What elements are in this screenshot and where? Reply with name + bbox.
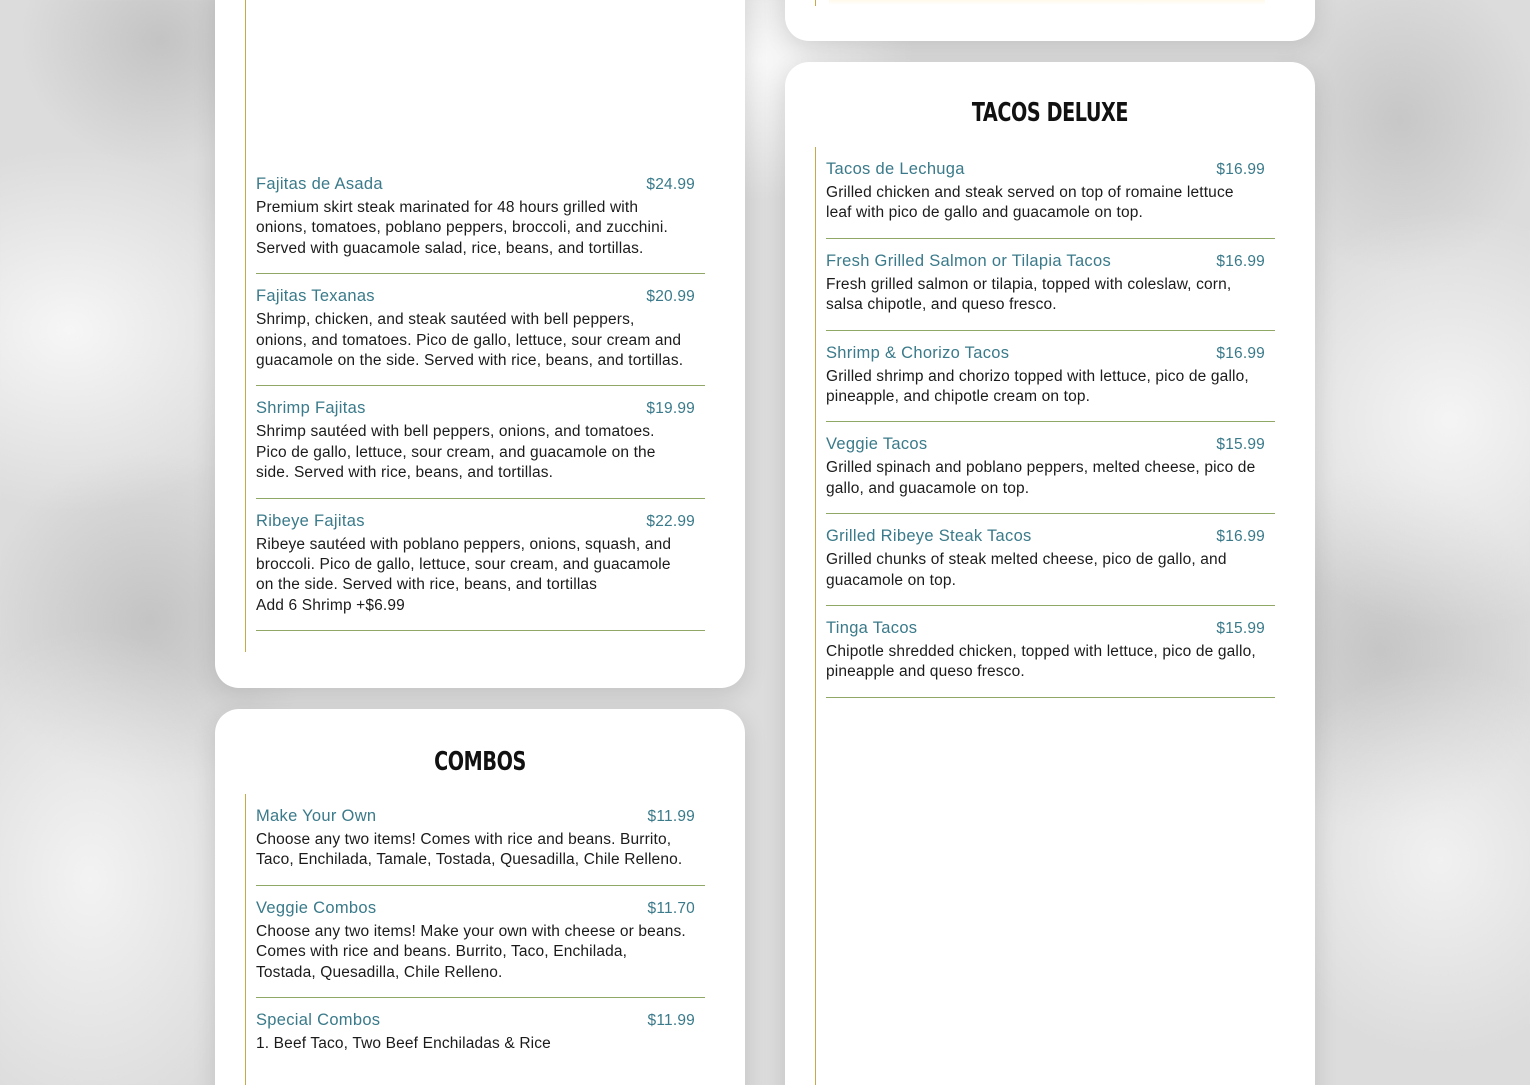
menu-item-price: $16.99: [1216, 252, 1265, 270]
menu-item-price: $19.99: [646, 400, 695, 418]
menu-item: [826, 514, 1275, 606]
menu-item-price: $11.70: [647, 899, 695, 917]
menu-item-description: Shrimp sautéed with bell peppers, onions, and tomatoes. Pico de gallo, lettuce, sour cream, and guacamole on the side. Served with rice, beans, and tortillas.: [256, 423, 656, 482]
menu-item-price: $11.99: [647, 1012, 695, 1030]
menu-item-price: $20.99: [646, 288, 695, 306]
section-title: TACOS DELUXE: [971, 98, 1129, 128]
menu-item: [826, 331, 1275, 423]
menu-item: [256, 386, 705, 498]
menu-item-list: [245, 794, 705, 1085]
menu-item-price: $22.99: [646, 512, 695, 530]
menu-item-description: Grilled spinach and poblano peppers, melted cheese, pico de gallo, and guacamole on top.: [826, 459, 1256, 497]
menu-item: [826, 606, 1275, 698]
menu-item-price: $15.99: [1216, 436, 1265, 454]
menu-item-description: Grilled shrimp and chorizo topped with lettuce, pico de gallo, pineapple, and chipotle cream on top.: [826, 367, 1249, 406]
menu-item: [256, 499, 705, 632]
section-image-area: [256, 0, 705, 162]
menu-item-name: Veggie Combos: [256, 898, 377, 917]
menu-item-price: $24.99: [646, 176, 695, 193]
menu-item-description: 1. Beef Taco, Two Beef Enchiladas & Rice: [256, 1035, 551, 1053]
menu-item-description: Fresh grilled salmon or tilapia, topped with coleslaw, corn, salsa chipotle, and queso fresco.: [826, 275, 1232, 314]
menu-item-name: Fajitas de Asada: [256, 175, 383, 193]
menu-item-description: Grilled chunks of steak melted cheese, pico de gallo, and guacamole on top.: [826, 551, 1227, 589]
menu-item-name: Ribeye Fajitas: [256, 511, 365, 530]
menu-item-name: Fresh Grilled Salmon or Tilapia Tacos: [826, 251, 1111, 270]
menu-item-name: Veggie Tacos: [826, 435, 928, 454]
menu-item-price: $16.99: [1216, 528, 1265, 546]
menu-item-price: $11.99: [647, 808, 695, 825]
menu-section-fajitas: [215, 0, 745, 688]
menu-item-description: Ribeye sautéed with poblano peppers, onions, squash, and broccoli. Pico de gallo, lettuce, sour cream, and guacamole on the side. Served with rice, beans, and tortillas: [256, 535, 672, 594]
menu-item-description: Chipotle shredded chicken, topped with lettuce, pico de gallo, pineapple and queso fresco.: [826, 643, 1256, 681]
menu-item: [256, 998, 705, 1068]
menu-item-price: $16.99: [1216, 344, 1265, 362]
menu-item-name: Shrimp & Chorizo Tacos: [826, 343, 1010, 362]
menu-item-description: Choose any two items! Make your own with cheese or beans. Comes with rice and beans. Burrito, Taco, Enchilada, Tostada, Quesadilla, Chile Relleno.: [256, 922, 686, 981]
menu-section-card-previous: [785, 0, 1315, 41]
menu-item-name: Shrimp Fajitas: [256, 399, 366, 418]
menu-item-description: Grilled chicken and steak served on top of romaine lettuce leaf with pico de gallo and guacamole on top.: [826, 184, 1234, 222]
menu-item: [826, 147, 1275, 239]
menu-item-name: Make Your Own: [256, 807, 377, 825]
menu-section-combos: [215, 709, 745, 1085]
menu-item-description: Choose any two items! Comes with rice and beans. Burrito, Taco, Enchilada, Tamale, Tostada, Quesadilla, Chile Relleno.: [256, 831, 683, 869]
menu-item-name: Fajitas Texanas: [256, 287, 375, 306]
section-title: COMBOS: [434, 747, 526, 777]
section-list-end: [829, 0, 1265, 5]
menu-item: [256, 886, 705, 998]
menu-item-list: [245, 0, 705, 652]
menu-item-name: Special Combos: [256, 1011, 381, 1030]
menu-item: [256, 794, 705, 886]
menu-item-name: Tinga Tacos: [826, 619, 918, 638]
menu-item: [826, 239, 1275, 331]
menu-item-list: [815, 147, 1275, 1085]
menu-item-name: Grilled Ribeye Steak Tacos: [826, 527, 1032, 546]
section-accent-rule: [815, 0, 816, 6]
menu-item: [256, 162, 705, 274]
menu-item-price: $15.99: [1216, 620, 1265, 638]
menu-item: [256, 274, 705, 386]
menu-item-description: Premium skirt steak marinated for 48 hours grilled with onions, tomatoes, poblano peppers, broccoli, and zucchini. Served with guacamole salad, rice, beans, and tortillas.: [256, 199, 668, 257]
menu-item-addon: Add 6 Shrimp +$6.99: [256, 596, 405, 614]
menu-section-tacos-deluxe: [785, 62, 1315, 1085]
menu-item: [826, 422, 1275, 514]
menu-item-price: $16.99: [1216, 161, 1265, 178]
menu-item-description: Shrimp, chicken, and steak sautéed with bell peppers, onions, and tomatoes. Pico de gallo, lettuce, sour cream and guacamole on the side. Served with rice, beans, and tortillas.: [256, 311, 684, 370]
menu-item-name: Tacos de Lechuga: [826, 160, 965, 178]
